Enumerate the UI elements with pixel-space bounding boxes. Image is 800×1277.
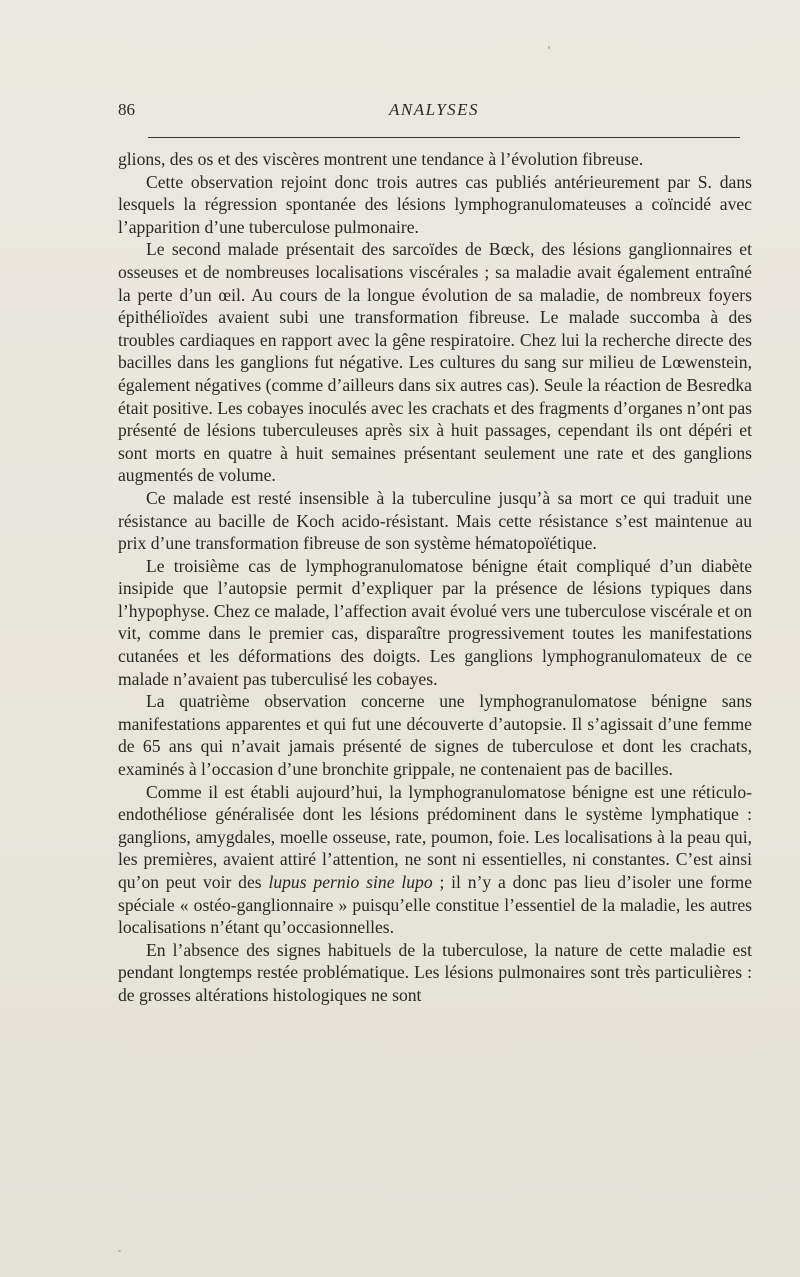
paragraph-8: En l’absence des signes habituels de la tuberculose, la nature de cette maladie est pendant longtemps restée problématique. Les lésions pulmonaires sont très particulières : de grosses altérations histologiques ne sont (118, 939, 752, 1005)
body-text (118, 148, 752, 1007)
paragraph-7-tail: ; il n’y a donc pas lieu d’isoler une forme spéciale « ostéo-ganglionnaire » puisqu’elle constitue l’essentiel de la maladie, les autres localisations n’étant qu’occasionnelles. (118, 872, 753, 938)
paragraph-1: glions, des os et des viscères montrent une tendance à l’évolution fibreuse. (118, 149, 644, 169)
page-number: 86 (118, 100, 135, 119)
paragraph-7-emphasis: lupus pernio sine lupo (268, 872, 433, 892)
paper-speck (548, 46, 550, 49)
paragraph-6: La quatrième observation concerne une lymphogranulomatose bénigne sans manifestations apparentes et qui fut une découverte d’autopsie. Il s’agissait d’une femme de 65 ans qui n’avait jamais présenté de signes de tuberculose et dont les crachats, examinés à l’occasion d’une bronchite grippale, ne contenaient pas de bacilles. (118, 691, 752, 780)
paragraph-2: Cette observation rejoint donc trois autres cas publiés antérieurement par S. dans lesquels la régression spontanée des lésions lymphogranulomateuses a coïncidé avec l’apparition d’une tuberculose pulmonaire. (118, 171, 752, 237)
paper-speck (118, 1250, 121, 1252)
paragraph-7-text: Comme il est établi aujourd’hui, la lymphogranulomatose bénigne est une réticulo-endothéliose généralisée dont les lésions prédominent dans le système lymphatique : ganglions, amygdales, moelle osseuse, rate, poumon, foie. Les localisations à la peau qui, les premières, avaient attiré l’attention, ne sont ni essentielles, ni constantes. C’est ainsi qu’on peut voir des (118, 781, 752, 892)
paragraph-5: Le troisième cas de lymphogranulomatose bénigne était compliqué d’un diabète insipide que l’autopsie permit d’expliquer par la présence de lésions typiques dans l’hypophyse. Chez ce malade, l’affection avait évolué vers une tuberculose viscérale et on vit, comme dans le premier cas, disparaître progressivement toutes les manifestations cutanées et les déformations des doigts. Les ganglions lymphogranulomateux de ce malade n’avaient pas tuberculisé les cobayes. (118, 555, 752, 689)
paragraph-4: Ce malade est resté insensible à la tuberculine jusqu’à sa mort ce qui traduit une résistance au bacille de Koch acido-résistant. Mais cette résistance s’est maintenue au prix d’une transformation fibreuse de son système hématopoïétique. (118, 487, 752, 554)
page-header (118, 100, 750, 126)
paragraph-7 (118, 781, 752, 939)
paragraph-3: Le second malade présentait des sarcoïdes de Bœck, des lésions ganglionnaires et osseuses et de nombreuses localisations viscérales ; sa maladie avait également entraîné la perte d’un œil. Au cours de la longue évolution de sa maladie, de nombreux foyers épithélioïdes avaient subi une transformation fibreuse. Le malade succomba à des troubles cardiaques en rapport avec la gêne respiratoire. Chez lui la recherche directe des bacilles dans les ganglions fut négative. Les cultures du sang sur milieu de Lœwenstein, également négatives (comme d’ailleurs dans six autres cas). Seule la réaction de Besredka était positive. Les cobayes inoculés avec les crachats et des fragments d’organes n’ont pas présenté de lésions tuberculeuses après six à huit passages, cependant ils ont dépéri et sont morts en quatre à huit semaines présentant seulement une rate et des ganglions augmentés de volume. (118, 239, 752, 486)
header-rule (148, 137, 740, 138)
running-title: ANALYSES (388, 100, 480, 119)
